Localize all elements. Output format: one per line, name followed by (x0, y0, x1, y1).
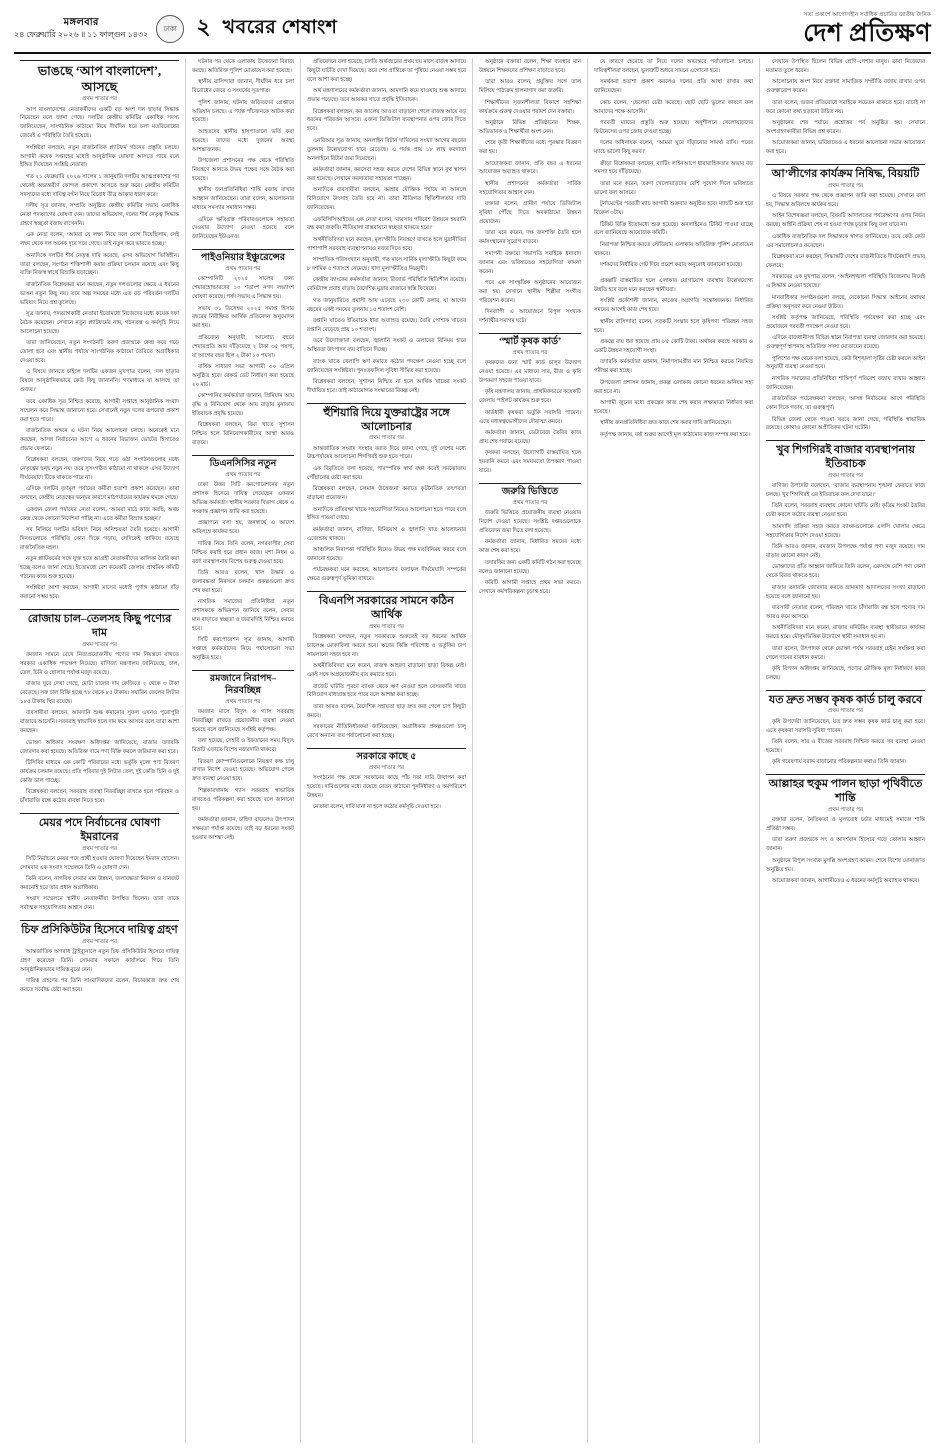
article-paragraph: তিনি বলেন, সার ও বীজের সরবরাহ নিশ্চিত করতে সব ব্যবস্থা নেওয়া হয়েছে। (766, 739, 925, 754)
article-paragraph: প্রকল্পটি বাস্তবায়িত হলে এলাকার যোগাযোগ ব্যবস্থায় উল্লেখযোগ্য উন্নতি হবে বলে মনে করছেন স্থানীয়রা। (594, 278, 753, 293)
article (766, 440, 925, 682)
article-paragraph: আগামী জুনের মধ্যে প্রকল্পের কাজ শেষ করার লক্ষ্যমাত্রা নির্ধারণ করা হয়েছে। (594, 399, 753, 415)
article-paragraph: কৃষি গবেষণায় বরাদ্দ বাড়ানোর পরিকল্পনার কথাও তিনি জানান। (772, 759, 907, 766)
article-paragraph: অর্থনীতিবিদরা মনে করছেন, মূল্যস্ফীতি নিয়ন্ত্রণে রাখতে হলে মুদ্রানীতির পাশাপাশি সরবরাহ ব্যবস্থাপনায়ও নজর দিতে হবে। (307, 236, 466, 252)
article-body (479, 359, 581, 476)
article-paragraph: আইন বিশেষজ্ঞরা বলছেন, বিষয়টি আদালতের পর্যবেক্ষণের ওপর নির্ভর করছে। আইনি প্রক্রিয়া শেষ না হওয়া পর্যন্ত চূড়ান্ত কিছু বলা যাবে না। (766, 213, 925, 229)
article-paragraph: বিশ্লেষকরা বলছেন, তরুণদের নিয়ে গড়ে ওঠা সংগঠনগুলোর মধ্যে নেতৃত্বের দ্বন্দ্ব নতুন নয়। তবে সুসংগঠিত কাঠামো না থাকলে এসব উদ্যোগ দীর্ঘমেয়াদে টিকে থাকতে পারে না। (20, 457, 179, 481)
article-paragraph: পর্যবেক্ষকরা মনে করছেন, আলোচনার ফলাফল দীর্ঘমেয়াদি সম্পর্কের ক্ষেত্রে গুরুত্বপূর্ণ ভূমিকা রাখবে। (307, 567, 466, 583)
article (20, 609, 179, 806)
brand-logo: দেশ প্রতিক্ষণ (803, 19, 931, 47)
article-paragraph: নেতারা বলেন, দাবি মানা না হলে কঠোর কর্মসূচি দেওয়া হবে। (313, 804, 441, 811)
article-headline[interactable]: হুঁশিয়ারি দিয়ে যুক্তরাষ্ট্রের সঙ্গে আলোচনার (307, 403, 466, 435)
article-paragraph: আয়োজকরা জানান, আগামীতেও এ ধরনের কর্মসূচি অব্যাহত থাকবে। (772, 877, 920, 884)
article (307, 748, 466, 812)
article-body (594, 277, 753, 440)
article-paragraph: প্রতিবেদন অনুযায়ী, আলোচ্য বছরে শেয়ারপ্রতি আয় দাঁড়িয়েছে ২ টাকা ৩৫ পয়সা, যা আগের বছর ছিল ২ টাকা ১০ পয়সা। (192, 334, 294, 359)
article-paragraph: কর্মকর্তারা জানান, চাহিদা বাড়লেও উৎপাদন সক্ষমতা পর্যাপ্ত রয়েছে। তাই বড় ধরনের সংকট হওয়ার আশঙ্কা নেই। (192, 817, 294, 841)
article-paragraph: বাজার তদারকি জোরদার করতে ভ্রাম্যমাণ আদালতের সংখ্যা বাড়ানো হয়েছে বলে জানানো হয়। (766, 584, 925, 600)
article-paragraph: মানবাধিকার সংগঠনগুলো বলছে, যেকোনো সিদ্ধান্ত আইনের যথাযথ প্রক্রিয়া অনুসরণ করে নেওয়া উচিত। (766, 294, 925, 310)
article-paragraph: স্থানীয় প্রশাসনের কর্মকর্তারা সার্বিক সহযোগিতার আশ্বাস দেন। (479, 180, 581, 196)
article-headline[interactable]: যত দ্রুত সম্ভব কৃষক কার্ড চালু করবে (766, 690, 925, 708)
article-paragraph: টিসিবির মাধ্যমে এক কোটি পরিবারের মধ্যে ভর্তুকি মূল্যে পণ্য বিতরণ কার্যক্রম চলমান রয়েছে। প্রতি পরিবার দুই লিটার তেল, দুই কেজি চিনি ও দুই কেজি ডাল পাচ্ছে। (20, 759, 179, 784)
article-paragraph: অনুষ্ঠানে বিভিন্ন প্রতিষ্ঠানের শিক্ষক, অভিভাবক ও শিক্ষার্থীরা অংশ নেন। (479, 119, 581, 135)
article-paragraph: অন্যদিকে ব্যবসায়ীরা বলছেন, করহার যৌক্তিক পর্যায়ে না আনলে বিনিয়োগে উৎসাহ তৈরি হবে না। তারা নীতিগত স্থিতিশীলতার দাবি জানিয়েছেন। (307, 187, 466, 212)
article-headline[interactable]: ভাঙছে ‘আপ বাংলাদেশ’, আসছে (20, 60, 179, 95)
article-paragraph: স্থানীয় বাসিন্দারা বলেন, সড়কটি সংস্কার হলে কৃষিপণ্য পরিবহন সহজ হবে। (594, 318, 753, 334)
article-paragraph: তদারকি কর্মকর্তারা জানান, নির্মাণসামগ্রীর মান নিশ্চিত করতে নিয়মিত পরীক্ষা করা হচ্ছে। (594, 359, 753, 375)
article-paragraph: রাজনৈতিক পর্যবেক্ষকরা বলছেন, আসন্ন নির্বাচনের আগে পরিস্থিতি কোন দিকে গড়ায়, তা গুরুত্বপূর্ণ। (766, 396, 925, 412)
masthead (14, 10, 931, 54)
masthead-date-block (14, 16, 148, 40)
article-byline: প্রথম পাতার পর (369, 623, 404, 630)
article-paragraph: নাগরিক সমাজের প্রতিনিধিরা নতুন প্রশাসককে অভিনন্দন জানিয়ে বলেন, সেবার মান বাড়াতে স্বচ্ছতা ও জবাবদিহি নিশ্চিত করতে হবে। (192, 599, 294, 632)
article-body (479, 58, 581, 326)
article-paragraph: এ বিষয়ে সরকার পক্ষ থেকে প্রজ্ঞাপন জারি করা হয়েছে। সেখানে বলা হয়, সিদ্ধান্ত অবিলম্বে কার্যকর হবে। (766, 193, 925, 208)
article-paragraph: তিনি বলেন, সরবরাহ ব্যবস্থায় কোনো ঘাটতি নেই। কৃত্রিম সংকট তৈরির চেষ্টা করলে কঠোর ব্যবস্থা নেওয়া হবে। (766, 503, 925, 519)
article-paragraph: প্রকল্পে ব্যয় ধরা হয়েছে প্রায় ৮৫ কোটি টাকা। অর্থায়ন করছে সরকার ও একটি উন্নয়ন সহযোগী সংস্থা। (594, 338, 753, 354)
article-paragraph: তারা তরুণ প্রজন্মকে সৎ ও আদর্শবান হিসেবে গড়ে তোলার আহ্বান জানান। (766, 837, 925, 853)
article-body (192, 481, 294, 663)
city-seal-icon (156, 15, 184, 43)
article-paragraph: বিশ্লেষকরা মনে করছেন, সিদ্ধান্তটি দেশের রাজনীতিতে দীর্ঘমেয়াদি প্রভাব ফেলবে। (766, 254, 925, 269)
article-paragraph: সভায় ৩১ ডিসেম্বর ২০২৫ সমাপ্ত হিসাব বছরের নিরীক্ষিত আর্থিক প্রতিবেদন অনুমোদন করা হয়। (192, 305, 294, 330)
article-paragraph: সিটি করপোরেশন সূত্র জানায়, আগামী সপ্তাহে কর্মকর্তাদের নিয়ে পর্যালোচনা সভা অনুষ্ঠিত হবে। (192, 637, 294, 662)
column-5 (588, 58, 760, 1443)
column-4 (473, 58, 588, 1443)
article-paragraph: বিভিন্ন জেলা থেকে পাওয়া খবরে জানা গেছে, পরিস্থিতি স্বাভাবিক রয়েছে। কোথাও কোনো অপ্রীতিকর ঘটনা ঘটেনি। (766, 416, 925, 432)
article-body (20, 651, 179, 806)
article-paragraph: সরকারের নীতিনির্ধারকরা জানিয়েছেন, অগ্রাধিকার প্রকল্পগুলো চালু রেখে অন্যান্য ব্যয় পর্যালোচনা করা হচ্ছে। (307, 724, 466, 740)
article-paragraph: প্রজ্ঞাপনে বলা হয়, জনস্বার্থে এ আদেশ অবিলম্বে কার্যকর হবে। (192, 520, 294, 536)
article-headline[interactable]: আ’লীগের কার্যক্রম নিষিদ্ধ, বিয়য়টি (766, 164, 925, 182)
article (192, 670, 294, 843)
article-paragraph: বিশ্লেষকরা বলছেন, সরবরাহ ব্যবস্থা নিরবচ্ছিন্ন রাখতে হলে পরিবহন ও চাঁদাবাজি বন্ধে কঠোর ব্যবস্থা নিতে হবে। (20, 789, 179, 805)
article-paragraph: প্রতিবেদনে বলা হয়েছে, চলতি অর্থবছরের প্রথম ছয় মাসে রাজস্ব আদায়ে কিছুটা ঘাটতি দেখা দিয়েছে। তবে শেষ প্রান্তিকে তা পুষিয়ে নেওয়া সম্ভব হবে বলে আশা করা হচ্ছে। (307, 59, 466, 83)
article-paragraph: তবে একাধিক সূত্র নিশ্চিত করেছে, আগামী সপ্তাহে আনুষ্ঠানিক সংবাদ সম্মেলন করে সিদ্ধান্ত জানানো হবে। সেখানেই নতুন দলের রূপরেখা প্রকাশ করা হতে পারে। (20, 398, 179, 423)
article (20, 60, 179, 602)
article-paragraph: কর্মকর্তারা জানান, ডেটাবেজ তৈরির কাজ প্রায় শেষ পর্যায়ে রয়েছে। (479, 429, 581, 445)
article-headline[interactable]: ডিএনসিসির নতুন (192, 455, 294, 471)
article-paragraph: তিনি আরও বলেন, খাল উদ্ধার ও জলাবদ্ধতা নিরসনে চলমান প্রকল্পগুলো দ্রুত শেষ করা হবে। (192, 569, 294, 594)
article-headline[interactable]: পাইওনিয়ার ইঞ্চুরেন্সের (192, 249, 294, 265)
article-paragraph: সংশ্লিষ্টরা বলছেন, নতুন রাজনৈতিক প্ল্যাটফর্ম গঠনের প্রস্তুতি চলছে। আগামী কয়েক সপ্তাহের মধ্যেই আনুষ্ঠানিক ঘোষণা আসতে পারে বলে ইঙ্গিত দিয়েছেন সংশ্লিষ্ট নেতারা। (20, 144, 179, 169)
article-paragraph: ভোক্তা অধিকার সংরক্ষণ অধিদপ্তর জানিয়েছে, বাজার তদারকি জোরদার করা হয়েছে। অতিরিক্ত দামে পণ্য বিক্রি করলে জরিমানা করা হবে। (20, 739, 179, 755)
article-paragraph: সংশ্লিষ্টরা আশা করছেন, আগামী মাসের মধ্যেই পূর্ণাঙ্গ কাঠামো দাঁড় করানো সম্ভব হবে। (20, 585, 179, 601)
article-paragraph: কৃষি মন্ত্রণালয় জানায়, প্রাথমিকভাবে কয়েকটি জেলায় পাইলট কার্যক্রম শুরু হবে। (479, 389, 581, 405)
article-paragraph: পুলিশ জানায়, ঘটনায় জড়িতদের গ্রেপ্তারে অভিযান চলছে। এ পর্যন্ত পাঁচজনকে আটক করা হয়েছে। (192, 99, 294, 124)
article (307, 403, 466, 584)
article-paragraph: বিশ্লেষকরা বলছেন, চলমান উত্তেজনা কমাতে কূটনৈতিক তৎপরতা বাড়ানো প্রয়োজন। (307, 486, 466, 502)
article (766, 58, 925, 157)
columns-container (14, 58, 931, 1443)
article-byline: প্রথম পাতার পর (225, 266, 261, 273)
article-paragraph: ক্রীড়া বিশ্লেষকরা বলছেন, ব্যাটিং লাইনআপে ধারাবাহিকতার অভাব বড় সমস্যা হয়ে দাঁড়িয়েছে। (594, 160, 753, 176)
article-paragraph: অনুষ্ঠানে বক্তারা বলেন, শিক্ষা ব্যবস্থার মান উন্নয়নে শিক্ষকদের প্রশিক্ষণ বাড়াতে হবে। (479, 59, 581, 74)
article-paragraph: সূত্র জানায়, পদত্যাগকারী নেতারা ইতোমধ্যে নিজেদের মধ্যে কয়েক দফা বৈঠক করেছেন। সেখানে নতুন প্ল্যাটফর্মের নাম, গঠনতন্ত্র ও কর্মসূচি নিয়ে আলোচনা হয়েছে। (20, 311, 179, 335)
article-paragraph: কৃষকদের জন্য স্মার্ট কার্ড চালুর উদ্যোগ নেওয়া হয়েছে। এর মাধ্যমে সার, বীজ ও কৃষি উপকরণ সহজে পাওয়া যাবে। (479, 360, 581, 384)
article-paragraph: তারা জানিয়েছেন, নতুন সংগঠনটি তরুণ প্রজন্মকে কেন্দ্র করে গড়ে তোলা হবে এবং স্থানীয় পর্যায়ে সাংগঠনিক কাঠামো তৈরিতে অগ্রাধিকার দেওয়া হবে। (20, 340, 179, 365)
article-paragraph: পরবর্তী ম্যাচের প্রস্তুতি শুরু হয়েছে। অনুশীলনে খেলোয়াড়দের ফিটনেসের ওপর জোর দেওয়া হচ্ছে। (594, 119, 753, 135)
article-paragraph: আমদানি প্রক্রিয়া সহজ করতে ব্যাংকগুলোকে এলসি খোলার ক্ষেত্রে সহযোগিতার নির্দেশ দেওয়া হয়েছে। (766, 523, 925, 539)
article-paragraph: ভোক্তাদের প্রতি আহ্বান জানিয়ে তিনি বলেন, একসঙ্গে বেশি পণ্য কেনা থেকে বিরত থাকতে হবে। (766, 564, 925, 580)
article-paragraph: শেষে কৃতী শিক্ষার্থীদের মধ্যে পুরস্কার বিতরণ করা হয়। (479, 140, 581, 156)
article-paragraph: স্থানীয় বাসিন্দারা জানান, দীর্ঘদিন ধরে চলা বিরোধের জেরে এ সংঘর্ষের সূত্রপাত। (192, 79, 294, 95)
article-body (766, 718, 925, 768)
article-paragraph: বাজেট ঘাটতি পূরণে ব্যাংক থেকে ঋণ নেওয়া হলে বেসরকারি খাতে বিনিয়োগ বাধাগ্রস্ত হতে পারে বলে আশঙ্কা করা হচ্ছে। (307, 683, 466, 699)
article-paragraph: রপ্তানি খাতেও ইতিবাচক ধারা অব্যাহত রয়েছে। তৈরি পোশাক খাতের রপ্তানি বেড়েছে প্রায় ১০ শতাংশ। (307, 318, 466, 333)
article-body (20, 948, 179, 995)
article-paragraph: দলের অধিনায়ক বলেন, ‘আমরা ঘুরে দাঁড়ানোর সামর্থ্য রাখি। পরের ম্যাচে ভালো কিছু করব।’ (594, 140, 753, 156)
article-byline: প্রথম পাতার পর (82, 845, 117, 852)
article-paragraph: এনবিআর সূত্র জানায়, অনলাইন রিটার্ন দাখিলের সংখ্যা আগের বছরের তুলনায় উল্লেখযোগ্য হারে বেড়েছে। এ পর্যন্ত প্রায় ১৮ লাখ করদাতা অনলাইনে রিটার্ন জমা দিয়েছেন। (307, 137, 466, 162)
article-paragraph: আন্তর্জাতিক অপরাধ ট্রাইব্যুনালে নতুন চিফ প্রসিকিউটর হিসেবে দায়িত্ব গ্রহণ করেছেন তিনি। সোমবার সকালে কার্যালয়ে গিয়ে তিনি আনুষ্ঠানিকভাবে দায়িত্ব বুঝে নেন। (20, 949, 179, 974)
article-paragraph: ঢাকা উত্তর সিটি করপোরেশনের নতুন প্রশাসক হিসেবে দায়িত্ব পেয়েছেন একজন অভিজ্ঞ কর্মকর্তা। স্থানীয় সরকার বিভাগ থেকে এ সংক্রান্ত প্রজ্ঞাপন জারি করা হয়েছে। (192, 482, 294, 516)
article-paragraph: এ বিষয়ে জানতে চাইলে দলটির একজন মুখপাত্র বলেন, ‘দল ছাড়ার বিষয়ে আনুষ্ঠানিকভাবে কেউ কিছু জানাননি। গণমাধ্যমে যা আসছে তা গুজব।’ (20, 369, 179, 394)
city-seal-label: ঢাকা (163, 24, 177, 33)
article-body (192, 708, 294, 843)
article-paragraph: পুলিশের পক্ষ থেকে বলা হয়েছে, কেউ বিশৃঙ্খলা সৃষ্টির চেষ্টা করলে আইন অনুযায়ী ব্যবস্থা নেওয়া হবে। (766, 355, 925, 371)
article-paragraph: সরকারের এক মুখপাত্র বলেন, ‘আইনশৃঙ্খলা পরিস্থিতি বিবেচনায় নিয়েই এ সিদ্ধান্ত নেওয়া হয়েছে।’ (766, 274, 925, 290)
article-headline[interactable]: মেয়র পদে নির্বাচনের ঘোষণা ইমরানের (20, 813, 179, 845)
section-title: খবরের শেষাংশ (222, 16, 338, 38)
article-body (766, 192, 925, 433)
article-paragraph: কেন্দ্রীয় ব্যাংকের কর্মকর্তারা জানান, রিজার্ভ পরিস্থিতি স্থিতিশীল রয়েছে। রেমিট্যান্স প্রবাহ বাড়ায় বৈদেশিক মুদ্রার বাজারে স্বস্তি ফিরেছে। (307, 277, 466, 293)
article-headline[interactable]: ‘স্মার্ট কৃষক কার্ড’ (479, 333, 581, 349)
masthead-dayname: মঙ্গলবার (63, 17, 99, 29)
article-body (307, 633, 466, 741)
article-headline[interactable]: আল্লাহর হুকুম পালন ছাড়া পৃথিবীতে শান্তি (766, 774, 925, 806)
article-paragraph: আন্তর্জাতিক সংবাদ সংস্থার বরাত দিয়ে জানা গেছে, দুই দেশের মধ্যে উচ্চপর্যায়ের আলোচনা শিগগিরই শুরু হতে পারে। (307, 445, 466, 461)
article-paragraph: কৃষি উপদেষ্টা জানিয়েছেন, যত দ্রুত সম্ভব কৃষক কার্ড চালু করা হবে। এতে কৃষকরা সরাসরি সুবিধা পাবেন। (766, 718, 925, 734)
article-paragraph: শিল্পকারখানায় গ্যাস সরবরাহ স্বাভাবিক রাখতেও পরিকল্পনা করা হয়েছে বলে জানানো হয়। (192, 787, 294, 812)
article-body (192, 275, 294, 448)
article-body (20, 106, 179, 603)
article-paragraph: দায়িত্ব নিয়ে তিনি বলেন, নগরবাসীর সেবা নিশ্চিত করাই হবে প্রধান কাজ। মশা নিধন ও বর্জ্য ব্যবস্থাপনায় বিশেষ গুরুত্ব দেওয়া হবে। (192, 540, 294, 565)
column-1 (14, 58, 186, 1443)
article-byline: প্রথম পাতার পর (828, 472, 863, 479)
article-paragraph: যে কারণে হেরেছে তা নিয়ে দলের অভ্যন্তরে পর্যালোচনা চলছে। দায়িত্বশীলরা বলছেন, ভুলত্রুটি শুধরে সামনে এগোনো হবে। (594, 59, 753, 74)
article-paragraph: ব্যাংক খাতে খেলাপি ঋণ কমাতে কঠোর পদক্ষেপ নেওয়া হচ্ছে বলে জানিয়েছেন সংশ্লিষ্টরা। পুনঃতফসিল সুবিধা সীমিত করা হয়েছে। (307, 358, 466, 374)
article-paragraph: অন্যদিকে প্রতিরক্ষা খাতে সহযোগিতা নিয়েও আলোচনা হতে পারে বলে ইঙ্গিত পাওয়া গেছে। (307, 506, 466, 522)
article-paragraph: তিনি বলেন, নাগরিক সেবার মান উন্নয়ন, জলাবদ্ধতা নিরসন ও যানজট কমানোই হবে তার প্রধান অগ্রাধিকার। (20, 876, 179, 891)
article-paragraph: নাগরিক সমাজের প্রতিনিধিরা শান্তিপূর্ণ পরিবেশ বজায় রাখার আহ্বান জানিয়েছেন। (766, 375, 925, 391)
article-body (192, 58, 294, 242)
article-paragraph: বাজার ঘুরে দেখা গেছে, মোটা চালের দাম কেজিতে ২ থেকে ৩ টাকা বেড়েছে। সরু চাল বিক্রি হচ্ছে ৭৮ থেকে ৮৫ টাকায়। সয়াবিন তেলের লিটার ১৮৫ টাকায় স্থির রয়েছে। (20, 681, 179, 706)
article-body (307, 445, 466, 585)
article-paragraph: এক বিবৃতিতে বলা হয়েছে, পারস্পরিক স্বার্থ রক্ষা করেই সমঝোতায় পৌঁছানোর চেষ্টা করা হবে। (307, 465, 466, 481)
article-paragraph: আয়োজকরা জানান, ভবিষ্যতেও এ ধরনের আলোচনা সভার আয়োজন করা হবে। (766, 140, 925, 156)
article-byline: প্রথম পাতার পর (82, 938, 117, 945)
masthead-right (803, 12, 931, 46)
masthead-left (14, 10, 337, 47)
article-paragraph: পরে এক সাংস্কৃতিক অনুষ্ঠানের আয়োজন করা হয়। সেখানে স্থানীয় শিল্পীরা সংগীত পরিবেশন করেন। (479, 279, 581, 304)
article-paragraph: সাম্প্রতিক পরিসংখ্যান অনুযায়ী, গত মাসে সার্বিক মূল্যস্ফীতি কিছুটা কমে ৮ দশমিক ৫ শতাংশে নেমেছে। খাদ্য মূল্যস্ফীতিও নিম্নমুখী। (307, 257, 466, 273)
article (766, 690, 925, 768)
article-paragraph: আয়োজকরা জানান, প্রতি বছর এ ধরনের আয়োজন অব্যাহত থাকবে। (479, 160, 581, 176)
article-paragraph: রাজনৈতিক বিশ্লেষকরা মনে করছেন, নতুন দলগুলোর ক্ষেত্রে এ ধরনের ভাঙন নতুন কিছু নয়। তবে অল্প সময়ের মধ্যে এত বড় পরিবর্তন দলটির ভবিষ্যৎ নিয়ে প্রশ্ন তুলেছে। (20, 281, 179, 306)
article-paragraph: সংশ্লিষ্ট কর্তৃপক্ষ জানিয়েছে, পরিস্থিতি পর্যবেক্ষণ করা হচ্ছে এবং প্রয়োজনে পরবর্তী পদক্ষেপ নেওয়া হবে। (766, 314, 925, 330)
page-number: ২ (196, 14, 211, 39)
article (479, 58, 581, 326)
article-paragraph: এদিকে রাজধানীসহ বিভিন্ন স্থানে নিরাপত্তা ব্যবস্থা জোরদার করা হয়েছে। গুরুত্বপূর্ণ স্থাপনায় অতিরিক্ত সদস্য মোতায়েন রয়েছে। (766, 335, 925, 351)
article (307, 58, 466, 396)
article-paragraph: বক্তারা বলেন, গ্রামীণ পর্যায়ে ডিজিটাল সুবিধা পৌঁছে দিতে অবকাঠামো উন্নয়ন প্রয়োজন। (479, 201, 581, 225)
article-paragraph: সংশ্লিষ্ট প্রকৌশলী জানান, কাজের অগ্রগতি সন্তোষজনক। নির্ধারিত সময়ের আগেই কাজ শেষ হবে। (594, 298, 753, 314)
article-paragraph: রাজনৈতিক অঙ্গনে এ ঘটনা নিয়ে আলোচনা চলছে। অনেকেই মনে করছেন, আসন্ন নির্বাচনের আগে এ ধরনের বিভাজন ভোটের হিসাবেও প্রভাব ফেলবে। (20, 427, 179, 452)
article-paragraph: এদিকে ক্ষতিগ্রস্ত পরিবারগুলোকে সহায়তা দেওয়ার উদ্যোগ নেওয়া হয়েছে বলে জানিয়েছেন ইউএনও। (192, 216, 294, 241)
article-paragraph: সব মিলিয়ে দলটির ভবিষ্যৎ নিয়ে অনিশ্চয়তা তৈরি হয়েছে। আগামী দিনগুলোতে পরিস্থিতি কোন দিকে গড়ায়, সেদিকেই তাকিয়ে রয়েছে রাজনৈতিক মহল। (20, 526, 179, 551)
article-body (307, 774, 466, 812)
article-paragraph: শিক্ষার্থীদের সৃজনশীলতা বিকাশে সহশিক্ষা কার্যক্রমে গুরুত্ব দেওয়ার পরামর্শ দেন বক্তারা। (479, 99, 581, 115)
article-paragraph: তারা বলেন, গুজব প্রতিরোধে সবাইকে সচেতন থাকতে হবে। যাচাই না করে কোনো তথ্য ছড়ানো উচিত নয়। (766, 99, 925, 115)
column-2 (186, 58, 301, 1443)
article-headline[interactable]: রোজায় চাল–তেলসহ কিছু পণ্যের দাম (20, 609, 179, 641)
article-paragraph: একাধিক রাজনৈতিক দল সিদ্ধান্তকে স্বাগত জানিয়েছে। তবে কেউ কেউ এর সমালোচনাও করেছেন। (766, 233, 925, 249)
article-paragraph: উপজেলা প্রশাসনের পক্ষ থেকে পরিস্থিতি নিয়ন্ত্রণে আনতে উভয় পক্ষের সঙ্গে বৈঠক করা হয়েছে। (192, 158, 294, 182)
article-paragraph: কমিটি আগামী সপ্তাহে প্রথম সভা করবে। সেখানে কর্মপরিকল্পনা চূড়ান্ত হবে। (479, 579, 581, 595)
article (307, 591, 466, 741)
article-byline: প্রথম পাতার পর (369, 435, 404, 442)
article-headline[interactable]: বিএনপি সরকারের সামনে কঠিন আর্থিক (307, 591, 466, 623)
article-paragraph: এদিকে দলটির তৃণমূল পর্যায়ের কর্মীরা হতাশা প্রকাশ করেছেন। তারা বলছেন, কেন্দ্রীয় নেতৃত্বের দ্বন্দ্বের কারণে মাঠপর্যায়ের কার্যক্রম থমকে গেছে। (20, 486, 179, 502)
article-paragraph: অর্থনীতিবিদরা মনে করেন, রাজস্ব আহরণ বাড়ানো ছাড়া বিকল্প নেই। একই সঙ্গে অপ্রয়োজনীয় ব্যয় কমাতে হবে। (307, 663, 466, 679)
article (192, 249, 294, 448)
article-paragraph: বলা হয়েছে, সেহরি ও ইফতারের সময় বিদ্যুৎ বিভ্রাট এড়াতে বিশেষ নজরদারি থাকবে। (192, 738, 294, 754)
article-paragraph: অর্থনীতিবিদরা মনে করেন, বাজার মনিটরিং ব্যবস্থা স্থায়ীভাবে কার্যকর করতে হবে। মৌসুমভিত্তিক উদ্যোগে স্থায়ী সমাধান হয় না। (766, 625, 925, 641)
article-paragraph: গত জানুয়ারিতে প্রবাসী আয় এসেছে ২৩০ কোটি ডলার, যা আগের বছরের একই সময়ের তুলনায় ১৫ শতাংশ বেশি। (307, 297, 466, 313)
article-paragraph: সংবাদ সম্মেলনে স্থানীয় নেতাকর্মীরা উপস্থিত ছিলেন। তারা তাকে সর্বাত্মক সহযোগিতার আশ্বাস দেন। (20, 896, 179, 912)
article-paragraph: কৃষকরা বলছেন, উদ্যোগটি বাস্তবায়িত হলে হয়রানি কমবে এবং সময়মতো উপকরণ পাওয়া যাবে। (479, 450, 581, 475)
article-body (307, 58, 466, 396)
column-6 (760, 58, 931, 1443)
article-paragraph: আঞ্চলিক নিরাপত্তা পরিস্থিতি নিয়েও উভয় পক্ষ মতবিনিময় করবে বলে জানানো হয়েছে। (307, 547, 466, 563)
article-paragraph: দলীয় সূত্র জানায়, সম্প্রতি অনুষ্ঠিত কেন্দ্রীয় কমিটির সভায় একাধিক নেতা পদত্যাগের ঘোষণা দেন। তাদের অভিযোগ, দলের শীর্ষ নেতৃত্ব সিদ্ধান্ত গ্রহণে স্বচ্ছতা বজায় রাখেননি। (20, 203, 179, 227)
article-paragraph: তদারকির জন্য একটি কমিটি গঠন করা হয়েছে বলেও জানানো হয়েছে। (479, 559, 581, 575)
article-headline[interactable]: সরকারে কাছে ৫ (307, 748, 466, 764)
article-paragraph: কর্মকর্তারা জানান, নির্ধারিত সময়ের মধ্যে কাজ শেষ করা হবে। (479, 539, 581, 555)
article-paragraph: রমজান সামনে রেখে নিত্যপ্রয়োজনীয় পণ্যের দাম নিয়ন্ত্রণে রাখতে সরকার একাধিক পদক্ষেপ নিয়েছে। বাণিজ্য মন্ত্রণালয় জানিয়েছে, চাল, তেল, চিনি ও ছোলার পর্যাপ্ত মজুদ রয়েছে। (20, 652, 179, 676)
article-paragraph: নিরাপত্তা নিশ্চিত করতে স্টেডিয়াম এলাকায় অতিরিক্ত পুলিশ মোতায়েন থাকবে। (594, 241, 753, 257)
article-paragraph: তারা আরও বলেন, বৈদেশিক সহায়তা ছাড় দ্রুত করা গেলে চাপ কিছুটা কমবে। (307, 703, 466, 719)
article-paragraph: সেখানে উপস্থিত ছিলেন বিভিন্ন শ্রেণি–পেশার মানুষ। তারা নিজেদের মতামত তুলে ধরেন। (766, 59, 925, 74)
article-body (766, 58, 925, 157)
article-paragraph: ঘটনার পর থেকে এলাকায় উত্তেজনা বিরাজ করছে। অতিরিক্ত পুলিশ মোতায়েন করা হয়েছে। (192, 59, 294, 74)
article-paragraph: কার্ডধারী কৃষকরা ভর্তুকি সরাসরি পাবেন। এতে মধ্যস্বত্বভোগীদের দৌরাত্ম্য কমবে। (479, 409, 581, 425)
article-paragraph: তারা বলেন, উৎপাদক থেকে ভোক্তা পর্যন্ত সরবরাহ চেইন সংক্ষিপ্ত করা গেলে দামের ব্যবধান কমবে। (766, 645, 925, 661)
article-paragraph: দর্শকদের নির্ধারিত গেট দিয়ে প্রবেশ করার অনুরোধ জানানো হয়েছে। (600, 262, 743, 269)
article-body (766, 482, 925, 683)
article (192, 58, 294, 242)
brand-kicker: সত্য প্রকাশে আপোসহীন সর্বাধিক প্রচারিত জাতীয় দৈনিক (803, 11, 931, 18)
article-headline[interactable]: খুব শিগগিরই বাজার ব্যবস্থাপনায় ইতিবাচক (766, 440, 925, 472)
article-paragraph: স্থানীয় জনপ্রতিনিধিরা শান্তি বজায় রাখার আহ্বান জানিয়েছেন। তারা বলেন, আলোচনার মাধ্যমে সমস্যার সমাধান সম্ভব। (192, 187, 294, 212)
article-byline: প্রথম পাতার পর (828, 182, 863, 189)
article-paragraph: জরুরি ভিত্তিতে প্রয়োজনীয় ব্যবস্থা নেওয়ার নির্দেশ দেওয়া হয়েছে। সংশ্লিষ্ট দপ্তরগুলোকে প্রতিবেদন জমা দিতে বলা হয়েছে। (479, 510, 581, 534)
article-paragraph: বাণিজ্য উপদেষ্টা বলেছেন, ‘বাজার ব্যবস্থাপনায় শৃঙ্খলা ফেরাতে কাজ চলছে। খুব শিগগিরই এর ইতিবাচক ফল দেখা যাবে।’ (766, 483, 925, 498)
article-paragraph: উপজেলা প্রশাসন জানায়, প্রকল্প এলাকায় কোনো ধরনের অনিয়ম সহ্য করা হবে না। (594, 379, 753, 395)
article-paragraph: দিনব্যাপী এ আয়োজনে বিপুল সংখ্যক দর্শনার্থীর সমাগম ঘটে। (479, 309, 581, 325)
article-paragraph: আপ বাংলাদেশের নেতাকর্মীদের একটি বড় অংশ দল ছাড়ার সিদ্ধান্ত নিয়েছেন বলে জানা গেছে। দলটির কেন্দ্রীয় কমিটির একাধিক সদস্য জানিয়েছেন, সাংগঠনিক কাঠামো নিয়ে দীর্ঘদিন ধরে চলা মতবিরোধের জেরেই এ পরিস্থিতি তৈরি হয়েছে। (20, 106, 179, 140)
article (766, 774, 925, 886)
column-3 (301, 58, 473, 1443)
article-paragraph: তারা আরও বলেন, প্রযুক্তির সঙ্গে তাল মিলিয়ে পাঠ্যক্রম হালনাগাদ করা জরুরি। (479, 79, 581, 95)
article-headline[interactable]: চিফ প্রসিকিউটর হিসেবে দায়িত্ব গ্রহণ (20, 920, 179, 938)
article-body (766, 816, 925, 886)
article (479, 333, 581, 476)
article-paragraph: কোচ বলেন, ‘ছেলেরা চেষ্টা করেছে। ছোট ছোট ভুলের কারণে ফল আমাদের পক্ষে আসেনি।’ (594, 99, 753, 115)
article-byline: প্রথম পাতার পর (512, 499, 548, 506)
article (20, 813, 179, 913)
article-paragraph: সিটি নির্বাচনে মেয়র পদে প্রার্থী হওয়ার ঘোষণা দিয়েছেন ইমরান হোসেন। সোমবার এক সংবাদ সম্মেলনে তিনি এ ঘোষণা দেন। (20, 855, 179, 871)
article-paragraph: বার্ষিক সাধারণ সভা আগামী ৩০ এপ্রিল অনুষ্ঠিত হবে। রেকর্ড ডেট নির্ধারণ করা হয়েছে ২০ মার্চ। (192, 364, 294, 388)
article-paragraph: সমর্থকরা হতাশা প্রকাশ করলেও দলের প্রতি আস্থা রাখার কথা জানিয়েছেন। (594, 79, 753, 95)
article-paragraph: অনুষ্ঠানে বিপুল সংখ্যক মুসল্লি অংশগ্রহণ করেন। শেষে বিশেষ মোনাজাত অনুষ্ঠিত হয়। (766, 857, 925, 873)
article-paragraph: বিশ্লেষকরা বলছেন, কর জালের আওতা বাড়ানো গেলে রাজস্ব আয়ে বড় ধরনের পরিবর্তন আসবে। এজন্য ডিজিটাল ব্যবস্থাপনার ওপর জোর দিতে হবে। (307, 108, 466, 133)
article-byline: প্রথম পাতার পর (225, 698, 261, 705)
article-paragraph: তারা মনে করেন, তরুণ খেলোয়াড়দের বেশি সুযোগ দিলে ভবিষ্যতে ভালো ফল আসবে। (594, 180, 753, 196)
article-byline: প্রথম পাতার পর (828, 708, 863, 715)
article-paragraph: কৃষি বিপণন অধিদপ্তর জানিয়েছে, পণ্যের যৌক্তিক মূল্য নির্ধারণে কাজ চলছে। (766, 665, 925, 681)
article-paragraph: অনুষ্ঠানের শেষ পর্যায়ে প্রশ্নোত্তর পর্ব অনুষ্ঠিত হয়। সেখানে অংশগ্রহণকারীরা বিভিন্ন প্রশ্ন করেন। (766, 119, 925, 135)
article-paragraph: সংগঠনের পক্ষ থেকে সরকারের কাছে পাঁচ দফা দাবি উত্থাপন করা হয়েছে। দাবিগুলোর মধ্যে রয়েছে বেতন কাঠামো পুনর্নির্ধারণ ও কর্মপরিবেশ উন্নয়ন। (307, 775, 466, 799)
article-paragraph: কর্মকর্তারা জানান, করসেবা সহজ করতে দেশের বিভিন্ন স্থানে বুথ স্থাপন করা হয়েছে। সেখানে করদাতারা সহায়তা পাচ্ছেন। (307, 166, 466, 182)
article-byline: প্রথম পাতার পর (828, 806, 863, 813)
article-byline: প্রথম পাতার পর (225, 472, 261, 479)
article-body (479, 509, 581, 597)
article (594, 277, 753, 440)
article-paragraph: দায়িত্ব গ্রহণের পর তিনি সাংবাদিকদের বলেন, বিচারকাজ দ্রুত শেষ করতে সর্বোচ্চ চেষ্টা করা হবে। (20, 978, 179, 994)
article-paragraph: সমাপনী বক্তব্যে সভাপতি সবাইকে ধন্যবাদ জানান এবং ভবিষ্যতেও সহযোগিতা কামনা করেন। (479, 250, 581, 275)
article-body (594, 58, 753, 270)
article-paragraph: গত ২১ ফেব্রুয়ারি ২০২৬ সালের ১ জানুয়ারি দলটির আত্মপ্রকাশের পর থেকেই অভ্যন্তরীণ কোন্দল প্রকাশ্যে আসতে শুরু করে। কেন্দ্রীয় কমিটির সদস্যদের মধ্যে দায়িত্ব বণ্টন নিয়ে বিরোধ তীব্র আকার ধারণ করে। (20, 173, 179, 198)
article-paragraph: বিশ্লেষকরা বলছেন, সুশাসন নিশ্চিত না হলে আর্থিক খাতের সংকট দীর্ঘায়িত হবে। তাই কাঠামোগত সংস্কারের বিকল্প নেই। (307, 379, 466, 394)
article-paragraph: এক নেতা বলেন, ‘আমরা যে লক্ষ্য নিয়ে দলে যোগ দিয়েছিলাম, সেই লক্ষ্য থেকে দল অনেক দূরে সরে গেছে। তাই নতুন করে ভাবতে হচ্ছে।’ (20, 232, 179, 248)
article-paragraph: অন্যদিকে দলটির শীর্ষ নেতৃত্ব দাবি করেছে, এসব অভিযোগ ভিত্তিহীন। তারা বলছেন, সংগঠন শক্তিশালী করার প্রক্রিয়া চলমান রয়েছে এবং কিছু ব্যক্তি নিজস্ব স্বার্থে বিভ্রান্তি ছড়াচ্ছেন। (20, 252, 179, 277)
article-paragraph: তিনি আরও জানান, রমজান উপলক্ষে পর্যাপ্ত পণ্য মজুদ রয়েছে। দাম বাড়ার কোনো কারণ নেই। (766, 544, 925, 559)
article-paragraph: অর্থ মন্ত্রণালয়ের কর্মকর্তারা জানান, আমদানি কমে যাওয়ায় শুল্ক আদায়ে প্রভাব পড়েছে। তবে আয়কর খাতে প্রবৃদ্ধি ইতিবাচক। (307, 88, 466, 104)
article-paragraph: আহতদের স্থানীয় হাসপাতালে ভর্তি করা হয়েছে। তাদের মধ্যে দুজনের অবস্থা আশঙ্কাজনক। (192, 128, 294, 153)
article-body (20, 855, 179, 913)
article (192, 455, 294, 663)
article-paragraph: তবে উদ্যোক্তারা বলছেন, জ্বালানি সংকট ও ডলারের বিনিময় হারে অস্থিরতা উৎপাদন ব্যয় বাড়িয়ে দিচ্ছে। (307, 338, 466, 354)
article-byline: প্রথম পাতার পর (82, 641, 117, 648)
article (20, 920, 179, 995)
article-paragraph: স্থানীয় জনপ্রতিনিধিরা দ্রুত কাজ শেষ করার দাবি জানিয়েছেন। (600, 420, 732, 427)
article-paragraph: বক্তারা বলেন, নৈতিকতা ও মূল্যবোধ চর্চার মাধ্যমেই সমাজে শান্তি প্রতিষ্ঠা সম্ভব। (766, 817, 925, 832)
article-paragraph: বিশ্লেষকরা বলছেন, বিমা খাতে সুশাসন নিশ্চিত হলে বিনিয়োগকারীদের আস্থা আরও বাড়বে। (192, 422, 294, 447)
article-paragraph: কোম্পানির কর্মকর্তারা জানান, প্রিমিয়াম আয় বৃদ্ধি ও বিনিয়োগ থেকে আয় বাড়ায় মুনাফায় ইতিবাচক প্রবৃদ্ধি হয়েছে। (192, 393, 294, 418)
article-paragraph: বিতরণ কোম্পানিগুলোকে নিয়ন্ত্রণ কক্ষ চালু রাখার নির্দেশ দেওয়া হয়েছে। অভিযোগ পেলে দ্রুত ব্যবস্থা নেওয়া হবে। (192, 758, 294, 783)
article-paragraph: তারা মনে করেন, দক্ষ জনশক্তি তৈরি হলে কর্মসংস্থানের সুযোগ বাড়বে। (479, 230, 581, 246)
article-byline: প্রথম পাতার পর (82, 96, 117, 103)
article-paragraph: ব্যবসায়ী নেতারা বলেন, পরিবহন খাতে চাঁদাবাজি বন্ধ হলে পণ্যের দাম আরও কমে আসবে। (766, 604, 925, 620)
article-headline[interactable]: রমজানে নিরাপদ–নিরবচ্ছিন্ন (192, 670, 294, 698)
article (479, 483, 581, 597)
article-paragraph: এফবিসিসিআইয়ের এক নেতা বলেন, ‘ব্যবসায় পরিবেশ উন্নয়নে হয়রানি বন্ধ করা জরুরি। নীতিমালা বাস্তবায়নে স্বচ্ছতা থাকতে হবে।’ (307, 216, 466, 232)
article-headline[interactable]: জরুরি ভিত্তিতে (479, 483, 581, 499)
article-paragraph: আলোচনায় অংশ নিয়ে বক্তারা সামাজিক সম্প্রীতি বজায় রাখার ওপর গুরুত্বারোপ করেন। (766, 79, 925, 95)
article (594, 58, 753, 270)
article-paragraph: কর্মকর্তারা জানান, বাণিজ্য, বিনিয়োগ ও জ্বালানি খাত আলোচনার এজেন্ডায় থাকবে। (307, 526, 466, 542)
article-paragraph: ব্যবসায়ীরা বলছেন, আমদানি শুল্ক কমানোর সুফল এখনও পুরোপুরি বাজারে আসেনি। সরবরাহ স্বাভাবিক হলে দাম কমে আসবে বলে তারা আশা করছেন। (20, 710, 179, 735)
article-paragraph: কোম্পানিটি ২০২৫ সালের জন্য শেয়ারহোল্ডারদের ১০ শতাংশ নগদ লভ্যাংশ ঘোষণা করেছে। পর্ষদ সভায় এ সিদ্ধান্ত হয়। (192, 276, 294, 301)
article-paragraph: বিশ্লেষকরা বলছেন, নতুন সরকারকে শুরুতেই বড় ধরনের আর্থিক চ্যালেঞ্জ মোকাবিলা করতে হবে। ঋণের কিস্তি পরিশোধ ও ভর্তুকির চাপ সামলানো সহজ হবে না। (307, 634, 466, 658)
article-paragraph: টুর্নামেন্টের পরবর্তী ম্যাচ আগামী শুক্রবার অনুষ্ঠিত হবে। ম্যাচটি শুরু হবে বিকেল ৩টায়। (594, 201, 753, 217)
article-byline: প্রথম পাতার পর (369, 764, 404, 771)
article (766, 164, 925, 433)
article-paragraph: নতুন প্ল্যাটফর্মের সঙ্গে যুক্ত হতে আগ্রহী নেতাকর্মীদের তালিকা তৈরি করা হচ্ছে বলেও জানা গেছে। ইতোমধ্যে বেশ কয়েকটি জেলায় প্রাথমিক কমিটি গঠনের কাজ শুরু হয়েছে। (20, 556, 179, 581)
article-byline: প্রথম পাতার পর (512, 349, 548, 356)
article-paragraph: একজন জেলা পর্যায়ের নেতা বলেন, ‘আমরা মাঠে কাজ করছি, অথচ কেন্দ্র থেকে কোনো নির্দেশনা পাচ্ছি না। এতে কর্মীরা বিভ্রান্ত হচ্ছেন।’ (20, 506, 179, 522)
article-paragraph: রমজান মাসে বিদ্যুৎ ও গ্যাস সরবরাহ নিরবচ্ছিন্ন রাখতে প্রয়োজনীয় ব্যবস্থা নেওয়া হয়েছে বলে জানিয়েছে সংশ্লিষ্ট কর্তৃপক্ষ। (192, 709, 294, 733)
article-paragraph: টিকিট বিক্রি ইতোমধ্যে শুরু হয়েছে। অনলাইনেও টিকিট পাওয়া যাচ্ছে বলে জানিয়েছে আয়োজক কমিটি। (594, 221, 753, 237)
article-paragraph: কর্তৃপক্ষ জানায়, বর্ষা শুরুর আগেই মূল কাঠামোর কাজ সম্পন্ন করা হবে। (600, 431, 750, 438)
masthead-dateline: ২৪ ফেব্রুয়ারি ২০২৬ ॥ ১১ ফাল্গুন ১৪৩২ (14, 29, 149, 39)
